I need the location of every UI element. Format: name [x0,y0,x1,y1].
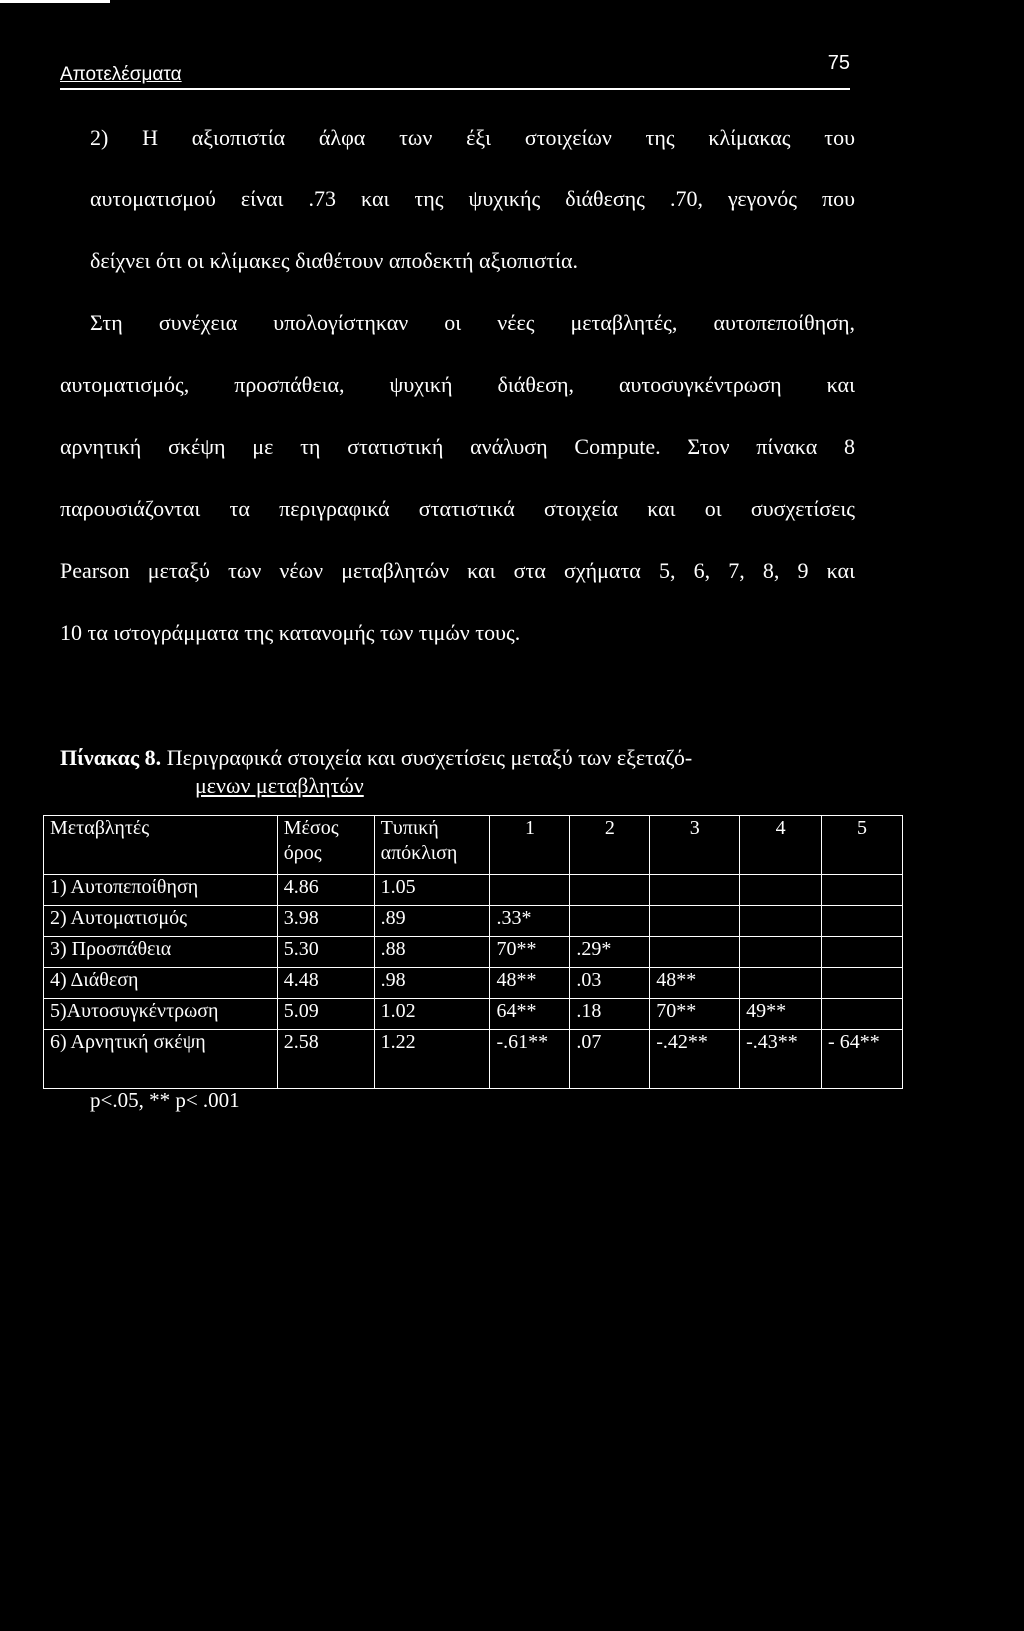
table-cell [822,968,903,999]
table-row [44,937,903,968]
paragraph-line: Pearson μεταξύ των νέων μεταβλητών και στα σχήματα 5, 6, 7, 8, 9 και [60,558,855,583]
header-cell: 3 [650,816,740,875]
table-caption-continuation: μενων μεταβλητών [195,773,364,798]
table-cell [822,999,903,1030]
page-header [60,52,850,90]
table-cell [570,906,650,937]
header-cell: 5 [822,816,903,875]
table-cell: 4.48 [277,968,374,999]
table-cell: 48** [650,968,740,999]
header-cell: 4 [740,816,822,875]
table-cell [740,875,822,906]
table-caption [60,744,870,800]
table-cell: .33* [490,906,570,937]
table-cell [822,937,903,968]
table-cell: 49** [740,999,822,1030]
table-cell: 3.98 [277,906,374,937]
paragraph-line: 2) Η αξιοπιστία άλφα των έξι στοιχείων της κλίμακας του [90,125,855,150]
table-header-row [44,816,903,875]
header-cell: Μέσος όρος [277,816,374,875]
table-cell [650,937,740,968]
header-cell: Τυπική απόκλιση [374,816,490,875]
paragraph-line: 10 τα ιστογράμματα της κατανομής των τιμών τους. [60,620,521,645]
paragraph-line: δείχνει ότι οι κλίμακες διαθέτουν αποδεκτή αξιοπιστία. [90,248,578,273]
table-cell [740,937,822,968]
table-cell [740,906,822,937]
paragraph-line: Στη συνέχεια υπολογίστηκαν οι νέες μεταβλητές, αυτοπεποίθηση, [90,310,855,335]
table-cell: 1) Αυτοπεποίθηση [44,875,278,906]
table-cell: .98 [374,968,490,999]
table-cell: 4) Διάθεση [44,968,278,999]
table-cell: .88 [374,937,490,968]
table-cell: 1.05 [374,875,490,906]
header-cell: 2 [570,816,650,875]
table-cell [740,968,822,999]
table-cell: -.43** [740,1030,822,1089]
table-cell: 2) Αυτοματισμός [44,906,278,937]
paragraph-line: παρουσιάζονται τα περιγραφικά στατιστικά στοιχεία και οι συσχετίσεις [60,496,855,521]
table-caption-text: Περιγραφικά στοιχεία και συσχετίσεις μεταξύ των εξεταζό- [166,745,693,770]
correlation-table [43,815,903,1089]
table-cell [490,875,570,906]
table-row [44,875,903,906]
table-cell: 64** [490,999,570,1030]
table-cell: 6) Αρνητική σκέψη [44,1030,278,1089]
table-cell: .03 [570,968,650,999]
table-cell: - 64** [822,1030,903,1089]
paragraph-line: αρνητική σκέψη με τη στατιστική ανάλυση Compute. Στον πίνακα 8 [60,434,855,459]
paragraph-line: αυτοματισμός, προσπάθεια, ψυχική διάθεση, αυτοσυγκέντρωση και [60,372,855,397]
table-cell [650,906,740,937]
table-cell [650,875,740,906]
table-cell: -.42** [650,1030,740,1089]
table-cell: .18 [570,999,650,1030]
table-cell: 3) Προσπάθεια [44,937,278,968]
table-row [44,906,903,937]
table-cell: 70** [490,937,570,968]
table-cell [822,875,903,906]
page-number: 75 [827,52,850,74]
table-cell: 2.58 [277,1030,374,1089]
paragraph-line: αυτοματισμού είναι .73 και της ψυχικής διάθεσης .70, γεγονός που [90,186,855,211]
table-cell: 48** [490,968,570,999]
header-cell: 1 [490,816,570,875]
table-cell: .29* [570,937,650,968]
table-cell: .07 [570,1030,650,1089]
table-cell: 5)Αυτοσυγκέντρωση [44,999,278,1030]
top-rule [0,0,110,3]
significance-note: p<.05, ** p< .001 [90,1088,240,1112]
table-row [44,968,903,999]
table-cell [570,875,650,906]
table-cell: .89 [374,906,490,937]
table-cell: 70** [650,999,740,1030]
table-cell: 5.09 [277,999,374,1030]
table-label: Πίνακας 8. [60,745,162,770]
table-cell: 5.30 [277,937,374,968]
table-row [44,999,903,1030]
table-row [44,1030,903,1089]
table-cell: 4.86 [277,875,374,906]
table-cell: 1.02 [374,999,490,1030]
header-cell: Μεταβλητές [44,816,278,875]
table-cell: -.61** [490,1030,570,1089]
table-cell: 1.22 [374,1030,490,1089]
table-cell [822,906,903,937]
section-title: Αποτελέσματα [60,64,182,85]
